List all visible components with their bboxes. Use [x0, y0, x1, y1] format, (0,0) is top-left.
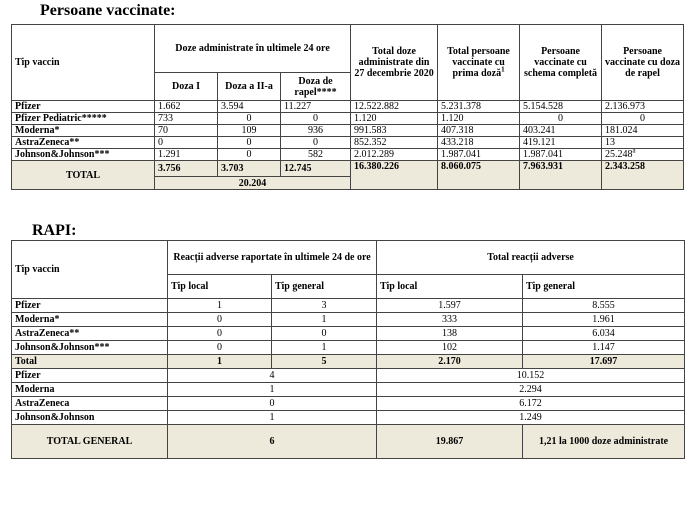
cell-doza-2: 109: [218, 125, 281, 137]
table-row: [12, 369, 685, 383]
cell-schema: 403.241: [520, 125, 602, 137]
total-doza-1: 3.756: [155, 161, 218, 177]
total-general-total: 17.697: [523, 355, 685, 369]
rapi-header-general-24h: Tip general: [272, 275, 377, 299]
total-doze-24h: 20.204: [155, 177, 351, 190]
cell-local-24h: 0: [168, 341, 272, 355]
cell-general-24h: 1: [272, 313, 377, 327]
vaccinated-table: [11, 24, 684, 190]
cell-local-total: 1.597: [377, 299, 523, 313]
total-general-24h: 5: [272, 355, 377, 369]
total-rapel-total: 2.343.258: [602, 161, 684, 190]
grand-total-row: [12, 425, 685, 459]
header-doza-1: Doza I: [155, 73, 218, 101]
table-row: [12, 411, 685, 425]
grand-total-all: 19.867: [377, 425, 523, 459]
header-tip-vaccin: Tip vaccin: [12, 25, 155, 101]
rapi-header-24h: Reacții adverse raportate în ultimele 24 de ore: [168, 241, 377, 275]
cell-doza-2: 0: [218, 137, 281, 149]
cell-schema: 0: [520, 113, 602, 125]
rapi-header-general-total: Tip general: [523, 275, 685, 299]
cell-rapel: 582: [281, 149, 351, 161]
cell-local-24h: 1: [168, 299, 272, 313]
cell-total-doze: 2.012.289: [351, 149, 438, 161]
vaccine-name: Pfizer Pediatric*****: [12, 113, 155, 125]
cell-prima-doza: 1.987.041: [438, 149, 520, 161]
cell-doza-2: 3.594: [218, 101, 281, 113]
cell-general-24h: 0: [272, 327, 377, 341]
total-doza-2: 3.703: [218, 161, 281, 177]
cell-total-doze: 1.120: [351, 113, 438, 125]
cell-general-total: 6.034: [523, 327, 685, 341]
cell-combined-24h: 0: [168, 397, 377, 411]
cell-total-doze: 852.352: [351, 137, 438, 149]
table-row: [12, 341, 685, 355]
cell-doza-1: 1.662: [155, 101, 218, 113]
cell-total-doze: 12.522.882: [351, 101, 438, 113]
cell-rapel: 0: [281, 113, 351, 125]
cell-doza-1: 1.291: [155, 149, 218, 161]
table-row: [12, 383, 685, 397]
table-row: [12, 327, 685, 341]
rapi-header-tip-vaccin: Tip vaccin: [12, 241, 168, 299]
grand-total-rate: 1,21 la 1000 doze administrate: [523, 425, 685, 459]
cell-local-24h: 0: [168, 313, 272, 327]
cell-combined-total: 1.249: [377, 411, 685, 425]
cell-general-total: 8.555: [523, 299, 685, 313]
header-total-doze: Total doze administrate din 27 decembrie 2020: [351, 25, 438, 101]
table-row: [12, 397, 685, 411]
cell-rapel: 0: [281, 137, 351, 149]
section-title-rapi: RAPI:: [32, 222, 77, 239]
cell-rapel: 11.227: [281, 101, 351, 113]
cell-general-24h: 3: [272, 299, 377, 313]
header-prima-doza: Total persoane vaccinate cu prima doză$^1$: [438, 25, 520, 101]
cell-rapel-total: 181.024: [602, 125, 684, 137]
total-prima-doza: 8.060.075: [438, 161, 520, 190]
cell-rapel: 936: [281, 125, 351, 137]
vaccine-name: Moderna*: [12, 313, 168, 327]
vaccine-name: Pfizer: [12, 101, 155, 113]
cell-combined-24h: 1: [168, 383, 377, 397]
header-schema-completa: Persoane vaccinate cu schema completă: [520, 25, 602, 101]
table-row: [12, 125, 684, 137]
table-row: [12, 149, 684, 161]
cell-general-24h: 1: [272, 341, 377, 355]
cell-combined-total: 6.172: [377, 397, 685, 411]
cell-rapel-total: 0: [602, 113, 684, 125]
grand-total-24h: 6: [168, 425, 377, 459]
total-rapel: 12.745: [281, 161, 351, 177]
rapi-total-row: [12, 355, 685, 369]
vaccine-name: Johnson&Johnson: [12, 411, 168, 425]
total-local-24h: 1: [168, 355, 272, 369]
table-row: [12, 299, 685, 313]
cell-prima-doza: 433.218: [438, 137, 520, 149]
vaccine-name: Johnson&Johnson***: [12, 149, 155, 161]
table-row: [12, 101, 684, 113]
table-row: [12, 313, 685, 327]
cell-doza-1: 733: [155, 113, 218, 125]
total-row: [12, 161, 684, 177]
cell-local-24h: 0: [168, 327, 272, 341]
table-row: [12, 137, 684, 149]
cell-doza-1: 0: [155, 137, 218, 149]
cell-rapel-total: 13: [602, 137, 684, 149]
rapi-total-label: Total: [12, 355, 168, 369]
total-label: TOTAL: [12, 161, 155, 190]
rapi-header-local-24h: Tip local: [168, 275, 272, 299]
cell-local-total: 138: [377, 327, 523, 341]
grand-total-label: TOTAL GENERAL: [12, 425, 168, 459]
cell-rapel-total: 25.248$^a$: [602, 149, 684, 161]
cell-general-total: 1.961: [523, 313, 685, 327]
total-local-total: 2.170: [377, 355, 523, 369]
cell-general-total: 1.147: [523, 341, 685, 355]
cell-combined-total: 10.152: [377, 369, 685, 383]
cell-local-total: 333: [377, 313, 523, 327]
cell-combined-24h: 1: [168, 411, 377, 425]
cell-schema: 1.987.041: [520, 149, 602, 161]
cell-doza-2: 0: [218, 113, 281, 125]
cell-rapel-total: 2.136.973: [602, 101, 684, 113]
header-doza-2: Doza a II-a: [218, 73, 281, 101]
vaccine-name: Johnson&Johnson***: [12, 341, 168, 355]
cell-combined-24h: 4: [168, 369, 377, 383]
cell-local-total: 102: [377, 341, 523, 355]
vaccine-name: AstraZeneca**: [12, 327, 168, 341]
rapi-table: [11, 240, 685, 459]
rapi-header-total: Total reacții adverse: [377, 241, 685, 275]
total-schema: 7.963.931: [520, 161, 602, 190]
rapi-header-local-total: Tip local: [377, 275, 523, 299]
header-doza-rapel: Persoane vaccinate cu doza de rapel: [602, 25, 684, 101]
cell-combined-total: 2.294: [377, 383, 685, 397]
vaccine-name: AstraZeneca**: [12, 137, 155, 149]
cell-schema: 419.121: [520, 137, 602, 149]
cell-total-doze: 991.583: [351, 125, 438, 137]
table-row: [12, 113, 684, 125]
header-doza-rapel-24h: Doza de rapel****: [281, 73, 351, 101]
vaccine-name: Pfizer: [12, 369, 168, 383]
cell-prima-doza: 407.318: [438, 125, 520, 137]
cell-doza-2: 0: [218, 149, 281, 161]
header-doze-24h: Doze administrate în ultimele 24 ore: [155, 25, 351, 73]
vaccine-name: Moderna: [12, 383, 168, 397]
cell-prima-doza: 1.120: [438, 113, 520, 125]
cell-schema: 5.154.528: [520, 101, 602, 113]
cell-prima-doza: 5.231.378: [438, 101, 520, 113]
total-doze: 16.380.226: [351, 161, 438, 190]
cell-doza-1: 70: [155, 125, 218, 137]
vaccine-name: AstraZeneca: [12, 397, 168, 411]
vaccine-name: Moderna*: [12, 125, 155, 137]
vaccine-name: Pfizer: [12, 299, 168, 313]
section-title-vaccinated: Persoane vaccinate:: [40, 2, 176, 19]
